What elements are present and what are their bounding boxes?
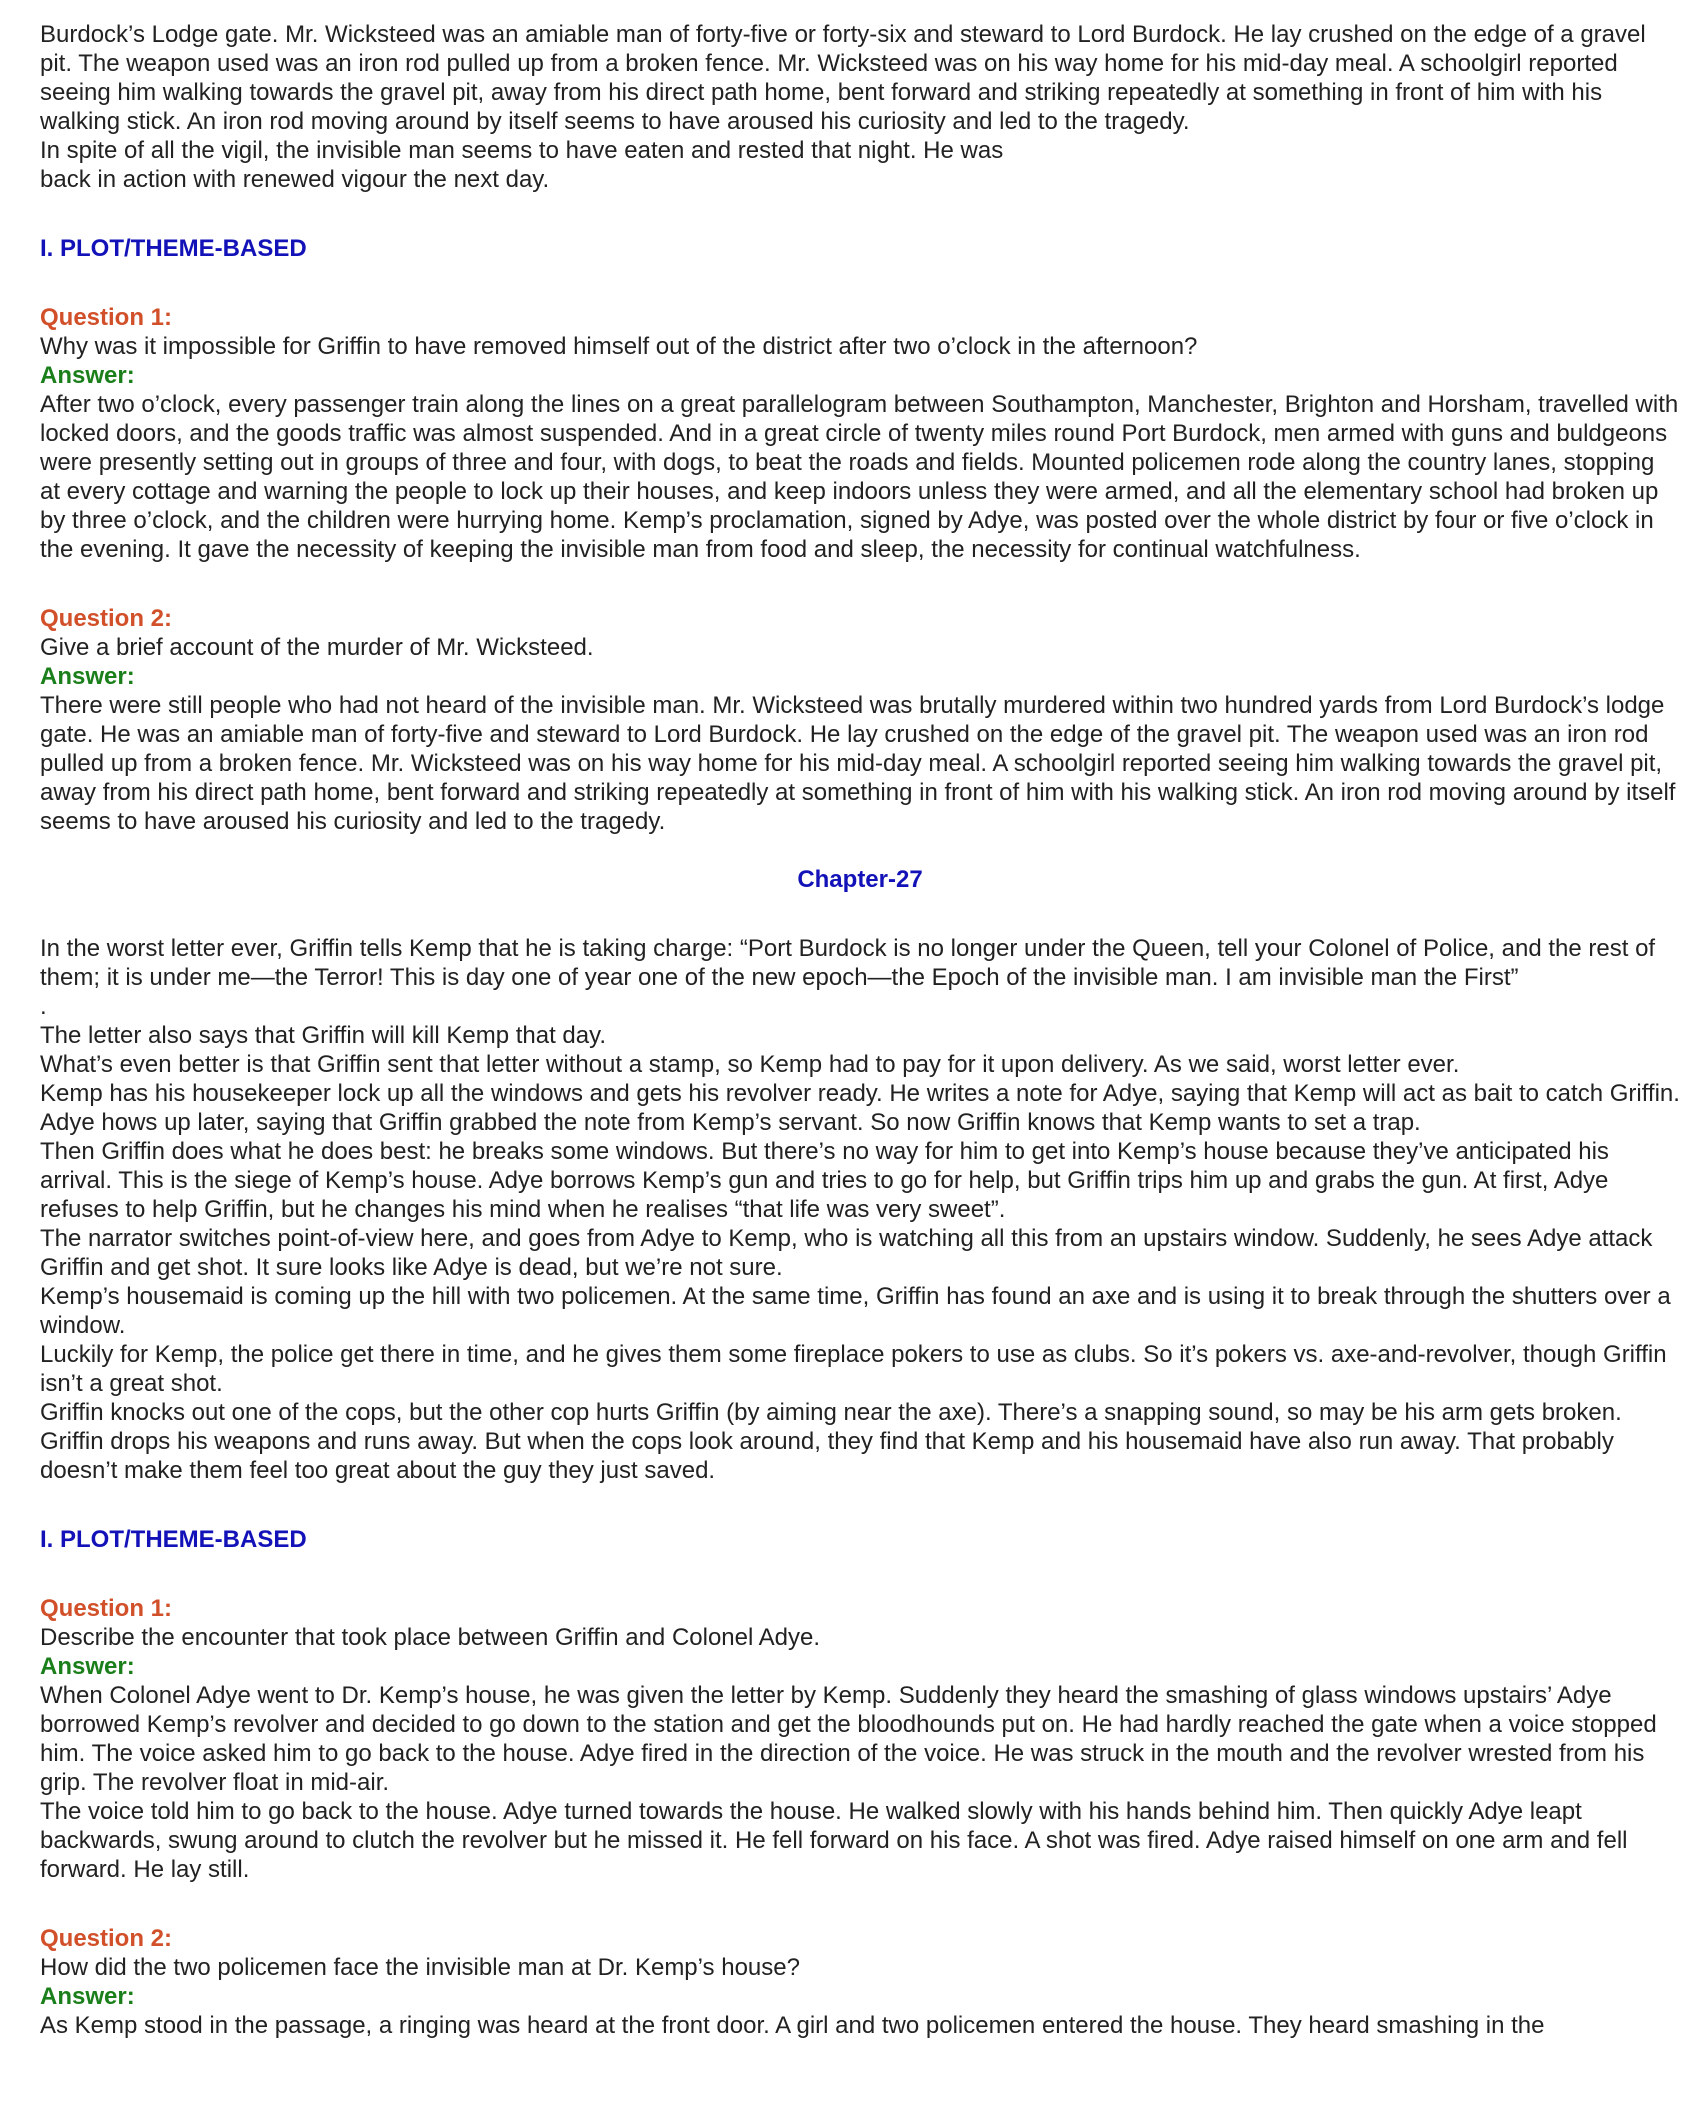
section-heading: I. PLOT/THEME-BASED bbox=[40, 1526, 307, 1553]
summary-paragraph: . bbox=[40, 993, 47, 1020]
answer-label: Answer: bbox=[40, 1653, 135, 1680]
question-block-1 bbox=[40, 303, 1680, 564]
question-block-4 bbox=[40, 1924, 1680, 2040]
chapter-title: Chapter-27 bbox=[797, 866, 923, 893]
question-block-2 bbox=[40, 604, 1680, 836]
answer-text: The voice told him to go back to the house. Adye turned towards the house. He walked slowly with his hands behind him. Then quickly Adye leapt backwards, swung around to clutch the revolver but he missed it. He fell forward on his face. A shot was fired. Adye raised himself on one arm and fell forward. He lay still. bbox=[40, 1798, 1628, 1883]
intro-paragraph: back in action with renewed vigour the next day. bbox=[40, 166, 550, 193]
question-block-3 bbox=[40, 1594, 1680, 1884]
answer-label: Answer: bbox=[40, 362, 135, 389]
answer-label: Answer: bbox=[40, 1983, 135, 2010]
chapter-summary bbox=[40, 934, 1680, 1485]
summary-paragraph: Adye hows up later, saying that Griffin grabbed the note from Kemp’s servant. So now Griffin knows that Kemp wants to set a trap. bbox=[40, 1109, 1421, 1136]
section-heading: I. PLOT/THEME-BASED bbox=[40, 235, 307, 262]
summary-paragraph: What’s even better is that Griffin sent that letter without a stamp, so Kemp had to pay for it upon delivery. As we said, worst letter ever. bbox=[40, 1051, 1460, 1078]
question-label: Question 1: bbox=[40, 304, 173, 331]
question-text: Why was it impossible for Griffin to have removed himself out of the district after two o’clock in the afternoon? bbox=[40, 333, 1198, 360]
question-label: Question 2: bbox=[40, 605, 173, 632]
question-text: Give a brief account of the murder of Mr. Wicksteed. bbox=[40, 634, 594, 661]
answer-text: As Kemp stood in the passage, a ringing was heard at the front door. A girl and two policemen entered the house. They heard smashing in the bbox=[40, 2012, 1545, 2039]
summary-paragraph: Luckily for Kemp, the police get there in time, and he gives them some fireplace pokers to use as clubs. So it’s pokers vs. axe-and-revolver, though Griffin isn’t a great shot. bbox=[40, 1341, 1667, 1397]
summary-paragraph: Kemp’s housemaid is coming up the hill with two policemen. At the same time, Griffin has found an axe and is using it to break through the shutters over a window. bbox=[40, 1283, 1671, 1339]
summary-paragraph: Kemp has his housekeeper lock up all the windows and gets his revolver ready. He writes a note for Adye, saying that Kemp will act as bait to catch Griffin. bbox=[40, 1080, 1680, 1107]
answer-text: There were still people who had not heard of the invisible man. Mr. Wicksteed was brutally murdered within two hundred yards from Lord Burdock’s lodge gate. He was an amiable man of forty-five and steward to Lord Burdock. He lay crushed on the edge of the gravel pit. The weapon used was an iron rod pulled up from a broken fence. Mr. Wicksteed was on his way home for his mid-day meal. A schoolgirl reported seeing him walking towards the gravel pit, away from his direct path home, bent forward and striking repeatedly at something in front of him with his walking stick. An iron rod moving around by itself seems to have aroused his curiosity and led to the tragedy. bbox=[40, 692, 1676, 835]
question-label: Question 1: bbox=[40, 1595, 173, 1622]
summary-paragraph: Then Griffin does what he does best: he breaks some windows. But there’s no way for him to get into Kemp’s house because they’ve anticipated his arrival. This is the siege of Kemp’s house. Adye borrows Kemp’s gun and tries to go for help, but Griffin trips him up and grabs the gun. At first, Adye refuses to help Griffin, but he changes his mind when he realises “that life was very sweet”. bbox=[40, 1138, 1609, 1223]
summary-paragraph: The narrator switches point-of-view here, and goes from Adye to Kemp, who is watching all this from an upstairs window. Suddenly, he sees Adye attack Griffin and get shot. It sure looks like Adye is dead, but we’re not sure. bbox=[40, 1225, 1653, 1281]
question-label: Question 2: bbox=[40, 1925, 173, 1952]
answer-text: When Colonel Adye went to Dr. Kemp’s house, he was given the letter by Kemp. Suddenly they heard the smashing of glass windows upstairs’ Adye borrowed Kemp’s revolver and decided to go down to the station and get the bloodhounds put on. He had hardly reached the gate when a voice stopped him. The voice asked him to go back to the house. Adye fired in the direction of the voice. He was struck in the mouth and the revolver wrested from his grip. The revolver float in mid-air. bbox=[40, 1682, 1657, 1796]
summary-paragraph: In the worst letter ever, Griffin tells Kemp that he is taking charge: “Port Burdock is no longer under the Queen, tell your Colonel of Police, and the rest of them; it is under me—the Terror! This is day one of year one of the new epoch—the Epoch of the invisible man. I am invisible man the First” bbox=[40, 935, 1656, 991]
summary-paragraph: The letter also says that Griffin will kill Kemp that day. bbox=[40, 1022, 607, 1049]
intro-paragraph: Burdock’s Lodge gate. Mr. Wicksteed was an amiable man of forty-five or forty-six and steward to Lord Burdock. He lay crushed on the edge of a gravel pit. The weapon used was an iron rod pulled up from a broken fence. Mr. Wicksteed was on his way home for his mid-day meal. A schoolgirl reported seeing him walking towards the gravel pit, away from his direct path home, bent forward and striking repeatedly at something in front of him with his walking stick. An iron rod moving around by itself seems to have aroused his curiosity and led to the tragedy. bbox=[40, 21, 1646, 135]
intro-paragraph: In spite of all the vigil, the invisible man seems to have eaten and rested that night. He was bbox=[40, 137, 1004, 164]
summary-paragraph: Griffin knocks out one of the cops, but the other cop hurts Griffin (by aiming near the axe). There’s a snapping sound, so may be his arm gets broken. Griffin drops his weapons and runs away. But when the cops look around, they find that Kemp and his housemaid have also run away. That probably doesn’t make them feel too great about the guy they just saved. bbox=[40, 1399, 1622, 1484]
intro-text bbox=[40, 20, 1680, 194]
question-text: How did the two policemen face the invisible man at Dr. Kemp’s house? bbox=[40, 1954, 800, 1981]
answer-label: Answer: bbox=[40, 663, 135, 690]
answer-text: After two o’clock, every passenger train along the lines on a great parallelogram between Southampton, Manchester, Brighton and Horsham, travelled with locked doors, and the goods traffic was almost suspended. And in a great circle of twenty miles round Port Burdock, men armed with guns and buldgeons were presently setting out in groups of three and four, with dogs, to beat the roads and fields. Mounted policemen rode along the country lanes, stopping at every cottage and warning the people to lock up their houses, and keep indoors unless they were armed, and all the elementary school had broken up by three o’clock, and the children were hurrying home. Kemp’s proclamation, signed by Adye, was posted over the whole district by four or five o’clock in the evening. It gave the necessity of keeping the invisible man from food and sleep, the necessity for continual watchfulness. bbox=[40, 391, 1679, 563]
document-page bbox=[40, 20, 1680, 2040]
question-text: Describe the encounter that took place between Griffin and Colonel Adye. bbox=[40, 1624, 821, 1651]
